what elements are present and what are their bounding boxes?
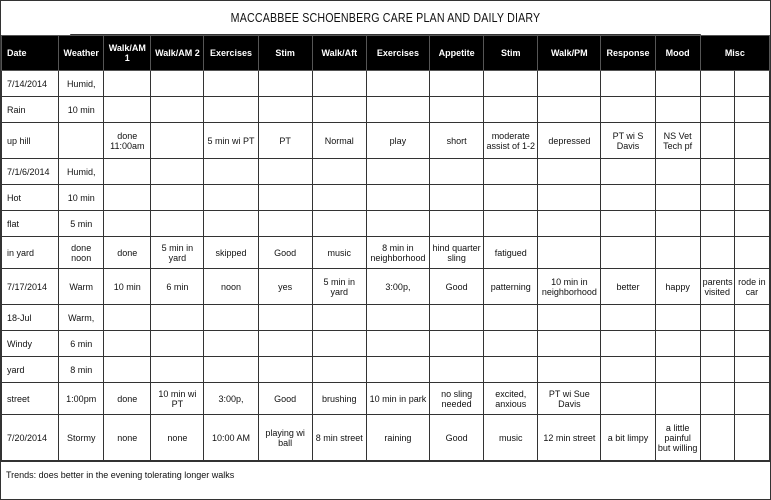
table-cell — [484, 331, 538, 357]
table-cell: Warm, — [59, 305, 104, 331]
table-cell — [59, 123, 104, 159]
table-cell: 3:00p, — [204, 383, 258, 415]
table-cell: PT wi Sue Davis — [538, 383, 601, 415]
table-cell — [366, 331, 429, 357]
table-cell — [430, 331, 484, 357]
table-cell: 7/17/2014 — [2, 269, 59, 305]
table-cell — [734, 123, 769, 159]
table-cell: 8 min in neighborhood — [366, 237, 429, 269]
table-cell: noon — [204, 269, 258, 305]
table-cell — [151, 305, 204, 331]
column-header: Walk/Aft — [312, 36, 366, 71]
table-cell — [655, 159, 700, 185]
table-cell: Good — [258, 383, 312, 415]
table-cell: Hot — [2, 185, 59, 211]
table-cell — [204, 211, 258, 237]
table-cell — [151, 123, 204, 159]
table-cell — [484, 305, 538, 331]
column-header: Walk/AM 2 — [151, 36, 204, 71]
table-cell: 10 min — [59, 97, 104, 123]
table-cell — [366, 185, 429, 211]
table-cell: PT wi S Davis — [601, 123, 655, 159]
table-cell — [204, 305, 258, 331]
table-cell: yes — [258, 269, 312, 305]
table-cell: depressed — [538, 123, 601, 159]
table-cell — [312, 159, 366, 185]
table-cell — [538, 211, 601, 237]
table-cell: 5 min wi PT — [204, 123, 258, 159]
table-cell: better — [601, 269, 655, 305]
table-cell — [151, 211, 204, 237]
table-row — [2, 269, 770, 305]
table-cell — [204, 97, 258, 123]
table-row — [2, 97, 770, 123]
table-cell — [655, 357, 700, 383]
table-cell — [734, 71, 769, 97]
table-cell — [484, 159, 538, 185]
table-cell — [312, 305, 366, 331]
table-cell — [601, 383, 655, 415]
table-cell: 10 min wi PT — [151, 383, 204, 415]
table-cell: 18-Jul — [2, 305, 59, 331]
table-cell: short — [430, 123, 484, 159]
table-cell — [204, 71, 258, 97]
table-row — [2, 71, 770, 97]
table-cell — [601, 185, 655, 211]
table-cell — [484, 357, 538, 383]
table-cell: Good — [430, 269, 484, 305]
table-cell — [601, 305, 655, 331]
table-cell — [538, 305, 601, 331]
table-cell: a little painful but willing — [655, 415, 700, 461]
table-cell — [204, 159, 258, 185]
table-row — [2, 415, 770, 461]
table-cell — [366, 305, 429, 331]
header-row — [2, 36, 770, 71]
column-header: Weather — [59, 36, 104, 71]
table-cell — [104, 211, 151, 237]
table-cell — [430, 185, 484, 211]
table-cell: skipped — [204, 237, 258, 269]
table-cell — [655, 185, 700, 211]
table-cell — [538, 357, 601, 383]
table-cell — [700, 383, 734, 415]
table-cell: done noon — [59, 237, 104, 269]
table-cell — [430, 357, 484, 383]
table-cell — [430, 211, 484, 237]
table-cell — [734, 331, 769, 357]
table-cell: Good — [258, 237, 312, 269]
table-cell: 12 min street — [538, 415, 601, 461]
table-cell — [734, 185, 769, 211]
table-cell — [655, 97, 700, 123]
table-cell — [204, 331, 258, 357]
diary-table — [1, 35, 770, 461]
table-cell: 10:00 AM — [204, 415, 258, 461]
table-cell: patterning — [484, 269, 538, 305]
column-header: Walk/AM 1 — [104, 36, 151, 71]
table-cell: 10 min in park — [366, 383, 429, 415]
table-cell: 10 min in neighborhood — [538, 269, 601, 305]
table-cell — [700, 97, 734, 123]
table-cell: 10 min — [59, 185, 104, 211]
table-cell — [601, 159, 655, 185]
table-cell — [655, 211, 700, 237]
table-cell — [430, 97, 484, 123]
table-cell: none — [104, 415, 151, 461]
table-cell: hind quarter sling — [430, 237, 484, 269]
page-title: MACCABBEE SCHOENBERG CARE PLAN AND DAILY DIARY — [70, 1, 701, 35]
table-cell: 7/1/6/2014 — [2, 159, 59, 185]
table-cell: 5 min — [59, 211, 104, 237]
table-cell — [601, 237, 655, 269]
table-cell: 10 min — [104, 269, 151, 305]
table-cell — [601, 97, 655, 123]
table-cell: Good — [430, 415, 484, 461]
table-cell — [700, 71, 734, 97]
table-cell — [430, 305, 484, 331]
table-cell — [484, 97, 538, 123]
table-cell — [258, 71, 312, 97]
column-header: Exercises — [366, 36, 429, 71]
column-header: Walk/PM — [538, 36, 601, 71]
table-cell — [204, 185, 258, 211]
table-cell: 8 min — [59, 357, 104, 383]
table-cell: happy — [655, 269, 700, 305]
table-cell — [151, 159, 204, 185]
table-cell — [700, 237, 734, 269]
table-cell: 8 min street — [312, 415, 366, 461]
table-cell — [601, 357, 655, 383]
table-body — [2, 71, 770, 461]
table-cell — [366, 71, 429, 97]
table-cell — [430, 159, 484, 185]
table-row — [2, 159, 770, 185]
table-cell: rode in car — [734, 269, 769, 305]
table-cell: parents visited — [700, 269, 734, 305]
table-cell — [734, 159, 769, 185]
table-cell: yard — [2, 357, 59, 383]
table-cell — [734, 357, 769, 383]
table-cell — [655, 331, 700, 357]
table-cell: raining — [366, 415, 429, 461]
table-cell — [204, 357, 258, 383]
table-cell: flat — [2, 211, 59, 237]
table-cell: in yard — [2, 237, 59, 269]
table-cell — [151, 71, 204, 97]
table-cell — [700, 357, 734, 383]
table-cell — [655, 237, 700, 269]
table-cell — [700, 415, 734, 461]
table-cell: fatigued — [484, 237, 538, 269]
table-cell: done — [104, 383, 151, 415]
table-cell: 5 min in yard — [151, 237, 204, 269]
table-cell: Humid, — [59, 159, 104, 185]
table-cell: excited, anxious — [484, 383, 538, 415]
table-cell — [601, 331, 655, 357]
table-cell — [366, 97, 429, 123]
table-cell: 1:00pm — [59, 383, 104, 415]
table-cell — [366, 159, 429, 185]
table-cell — [734, 237, 769, 269]
table-cell: 3:00p, — [366, 269, 429, 305]
table-cell — [151, 357, 204, 383]
table-cell — [538, 159, 601, 185]
table-cell — [484, 211, 538, 237]
table-cell — [151, 97, 204, 123]
table-cell — [104, 159, 151, 185]
table-cell: none — [151, 415, 204, 461]
table-cell — [104, 71, 151, 97]
table-cell: NS Vet Tech pf — [655, 123, 700, 159]
column-header: Mood — [655, 36, 700, 71]
table-cell — [151, 185, 204, 211]
table-cell — [734, 211, 769, 237]
table-cell — [734, 305, 769, 331]
table-cell — [366, 211, 429, 237]
table-cell — [312, 331, 366, 357]
table-cell: Normal — [312, 123, 366, 159]
table-cell — [312, 357, 366, 383]
table-cell — [430, 71, 484, 97]
table-cell: PT — [258, 123, 312, 159]
table-cell — [258, 305, 312, 331]
table-cell — [312, 97, 366, 123]
table-cell: music — [484, 415, 538, 461]
table-cell — [700, 159, 734, 185]
table-cell — [538, 97, 601, 123]
table-cell: Warm — [59, 269, 104, 305]
column-header: Misc — [700, 36, 769, 71]
table-cell — [258, 211, 312, 237]
table-row — [2, 211, 770, 237]
table-row — [2, 185, 770, 211]
table-cell — [538, 331, 601, 357]
table-cell: Stormy — [59, 415, 104, 461]
table-cell — [258, 331, 312, 357]
table-cell — [538, 185, 601, 211]
table-cell — [655, 383, 700, 415]
table-cell — [734, 97, 769, 123]
table-cell — [734, 415, 769, 461]
table-row — [2, 305, 770, 331]
table-cell: done — [104, 237, 151, 269]
table-cell: 5 min in yard — [312, 269, 366, 305]
table-cell — [538, 237, 601, 269]
table-cell — [700, 123, 734, 159]
table-cell: up hill — [2, 123, 59, 159]
table-cell — [700, 331, 734, 357]
table-cell — [484, 185, 538, 211]
column-header: Response — [601, 36, 655, 71]
table-cell — [258, 185, 312, 211]
column-header: Stim — [484, 36, 538, 71]
table-cell — [700, 211, 734, 237]
table-row — [2, 383, 770, 415]
table-cell — [312, 185, 366, 211]
column-header: Exercises — [204, 36, 258, 71]
table-cell: play — [366, 123, 429, 159]
table-cell: Humid, — [59, 71, 104, 97]
column-header: Appetite — [430, 36, 484, 71]
table-row — [2, 357, 770, 383]
table-cell — [104, 305, 151, 331]
table-cell — [258, 159, 312, 185]
table-cell: moderate assist of 1-2 — [484, 123, 538, 159]
table-cell — [104, 331, 151, 357]
table-cell: brushing — [312, 383, 366, 415]
table-cell — [366, 357, 429, 383]
table-cell — [601, 211, 655, 237]
trends-note: Trends: does better in the evening tolerating longer walks — [1, 461, 770, 488]
table-cell: a bit limpy — [601, 415, 655, 461]
column-header: Date — [2, 36, 59, 71]
table-cell — [104, 185, 151, 211]
table-cell: music — [312, 237, 366, 269]
table-cell — [312, 71, 366, 97]
table-cell: no sling needed — [430, 383, 484, 415]
table-cell — [104, 357, 151, 383]
table-cell: Rain — [2, 97, 59, 123]
table-row — [2, 331, 770, 357]
table-cell: 7/14/2014 — [2, 71, 59, 97]
table-cell — [734, 383, 769, 415]
table-cell — [104, 97, 151, 123]
table-cell — [700, 185, 734, 211]
table-cell: Windy — [2, 331, 59, 357]
table-cell — [484, 71, 538, 97]
table-cell — [151, 331, 204, 357]
table-row — [2, 123, 770, 159]
table-cell: playing wi ball — [258, 415, 312, 461]
table-cell — [538, 71, 601, 97]
table-cell — [258, 97, 312, 123]
table-cell — [700, 305, 734, 331]
column-header: Stim — [258, 36, 312, 71]
table-cell — [601, 71, 655, 97]
table-cell — [655, 305, 700, 331]
table-cell — [312, 211, 366, 237]
table-cell — [258, 357, 312, 383]
table-cell: 6 min — [59, 331, 104, 357]
table-cell — [655, 71, 700, 97]
table-cell: done 11:00am — [104, 123, 151, 159]
table-row — [2, 237, 770, 269]
table-cell: 6 min — [151, 269, 204, 305]
table-cell: street — [2, 383, 59, 415]
table-cell: 7/20/2014 — [2, 415, 59, 461]
